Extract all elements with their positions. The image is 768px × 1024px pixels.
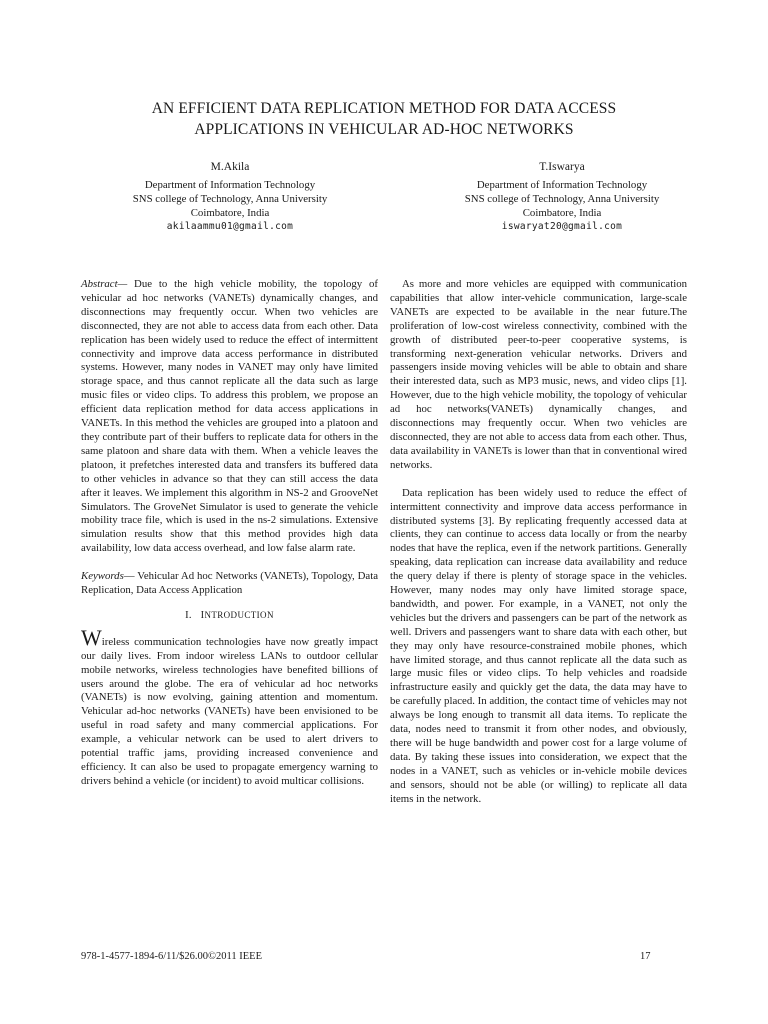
abstract-text: Due to the high vehicle mobility, the topology of vehicular ad hoc networks (VANETs) dynamically changes, and disconnections may frequently occur. When two vehicles are disconnected, they are not able to access data from each other. Data replication has been widely used to reduce the effect of intermittent connectivity and improve data access performance in distributed systems. However, many nodes in VANET may only have limited storage space, and thus cannot replicate all the data such as large music files or video clips. To address this problem, we propose an efficient data replication method for data access applications in VANETs. In this method the vehicles are grouped into a platoon and they contribute part of their buffers to replicate data for others in the same platoon and share data with them. When a vehicle leaves the platoon, it prefetches interested data and transfers its buffered data to other vehicles in advance so that they can still access the data after it leaves. We implement this algorithm in NS-2 and GrooveNet Simulators. The GroveNet Simulator is used to generate the vehicle mobility trace file, which is used in the ns-2 simulations. Extensive simulation results show that this method provides high data availability, low data access overhead, and low false alarm rate. [81, 278, 378, 555]
author-name: T.Iswarya [539, 161, 585, 173]
paper-title [60, 98, 708, 140]
section-numeral: I. [185, 609, 192, 621]
body-paragraph-1: As more and more vehicles are equipped with communication capabilities that allow inter-vehicle communication, large-scale VANETs are expected to be available in the near future.The proliferation of low-cost wireless connectivity, combined with the growth of distributed peer-to-peer cooperative systems, is transforming next-generation vehicular networks. Drivers and passengers inside moving vehicles will be able to obtain and share their interested data, such as MP3 music, news, and video clips [1]. However, due to the high vehicle mobility, the topology of vehicular ad hoc networks(VANETs) dynamically changes, and disconnections may frequently occur. When two vehicles are disconnected, they are not able to access data from each other. Thus, data availability in VANETs is lower than that in conventional wired networks. [390, 278, 687, 471]
left-column [81, 278, 378, 789]
section-title-first-letter: I [200, 609, 205, 621]
author-department: Department of Information Technology [476, 179, 648, 191]
author-college: SNS college of Technology, Anna University [132, 193, 328, 205]
section-heading-introduction [81, 609, 378, 623]
drop-cap: W [81, 624, 102, 650]
author-city: Coimbatore, India [522, 207, 602, 219]
abstract-label: Abstract— [81, 278, 128, 290]
footer-isbn: 978-1-4577-1894-6/11/$26.00©2011 IEEE [81, 951, 263, 962]
section-title-rest: NTRODUCTION [204, 609, 274, 620]
title-line-2: APPLICATIONS IN VEHICULAR AD-HOC NETWORKS [194, 121, 574, 138]
right-column [390, 278, 687, 807]
keywords [81, 570, 378, 598]
author-college: SNS college of Technology, Anna University [464, 193, 660, 205]
title-line-1: AN EFFICIENT DATA REPLICATION METHOD FOR DATA ACCESS [151, 100, 617, 117]
keywords-text: — Vehicular Ad hoc Networks (VANETs), Topology, Data Replication, Data Access Application [81, 570, 378, 597]
author-department: Department of Information Technology [144, 179, 316, 191]
abstract [81, 278, 378, 556]
intro-paragraph [81, 624, 378, 789]
keywords-label: Keywords [81, 570, 124, 583]
body-paragraph-2: Data replication has been widely used to reduce the effect of intermittent connectivity and improve data access performance in distributed systems [3]. By replicating frequently accessed data at clients, they can continue to access data locally or from the nearby nodes that have the replica, even if the network partitions. Generally speaking, data replication can increase data availability and reduce the query delay if there is plenty of storage space in the vehicles. However, many nodes may only have limited storage space, bandwidth, and power. For example, in a VANET, not only the vehicles but the drivers and passengers can be part of the network as well. Drivers and passengers want to share data with each other, but they may only have resource-constrained mobile phones, which have limited storage, and thus cannot replicate all the data such as large music files or video clips. To help vehicles and roadside infrastructure easily and quickly get the data, the data may have to be carefully placed. In addition, the contact time of vehicles may not always be long enough to transmit all data items. To replicate the data, nodes need to transmit it from other nodes, and obviously, there will be huge bandwidth and power cost for a large volume of data. By taking these issues into consideration, we expect that the nodes in a VANET, such as vehicles or in-vehicle mobile devices and sensors, should not be able (or willing) to replicate all data items in the network. [390, 486, 687, 805]
author-email: akilaammu01@gmail.com [166, 221, 294, 232]
intro-text: ireless communication technologies have now greatly impact our daily lives. From indoor wireless LANs to outdoor cellular mobile networks, wireless technologies have benefited billions of users around the globe. The era of vehicular ad hoc networks (VANETs) is now evolving, gaining attention and momentum. Vehicular ad-hoc networks (VANETs) have been envisioned to be useful in road safety and many commercial applications. For example, a vehicular network can be used to alert drivers to potential traffic jams, providing increased convenience and efficiency. It can also be used to propagate emergency warning to drivers behind a vehicle (or incident) to avoid multicar collisions. [81, 635, 378, 787]
author-block-1 [80, 160, 380, 234]
author-email: iswaryat20@gmail.com [501, 221, 623, 232]
author-city: Coimbatore, India [190, 207, 270, 219]
author-name: M.Akila [210, 161, 250, 173]
author-block-2 [412, 160, 712, 234]
page-number: 17 [640, 951, 651, 962]
